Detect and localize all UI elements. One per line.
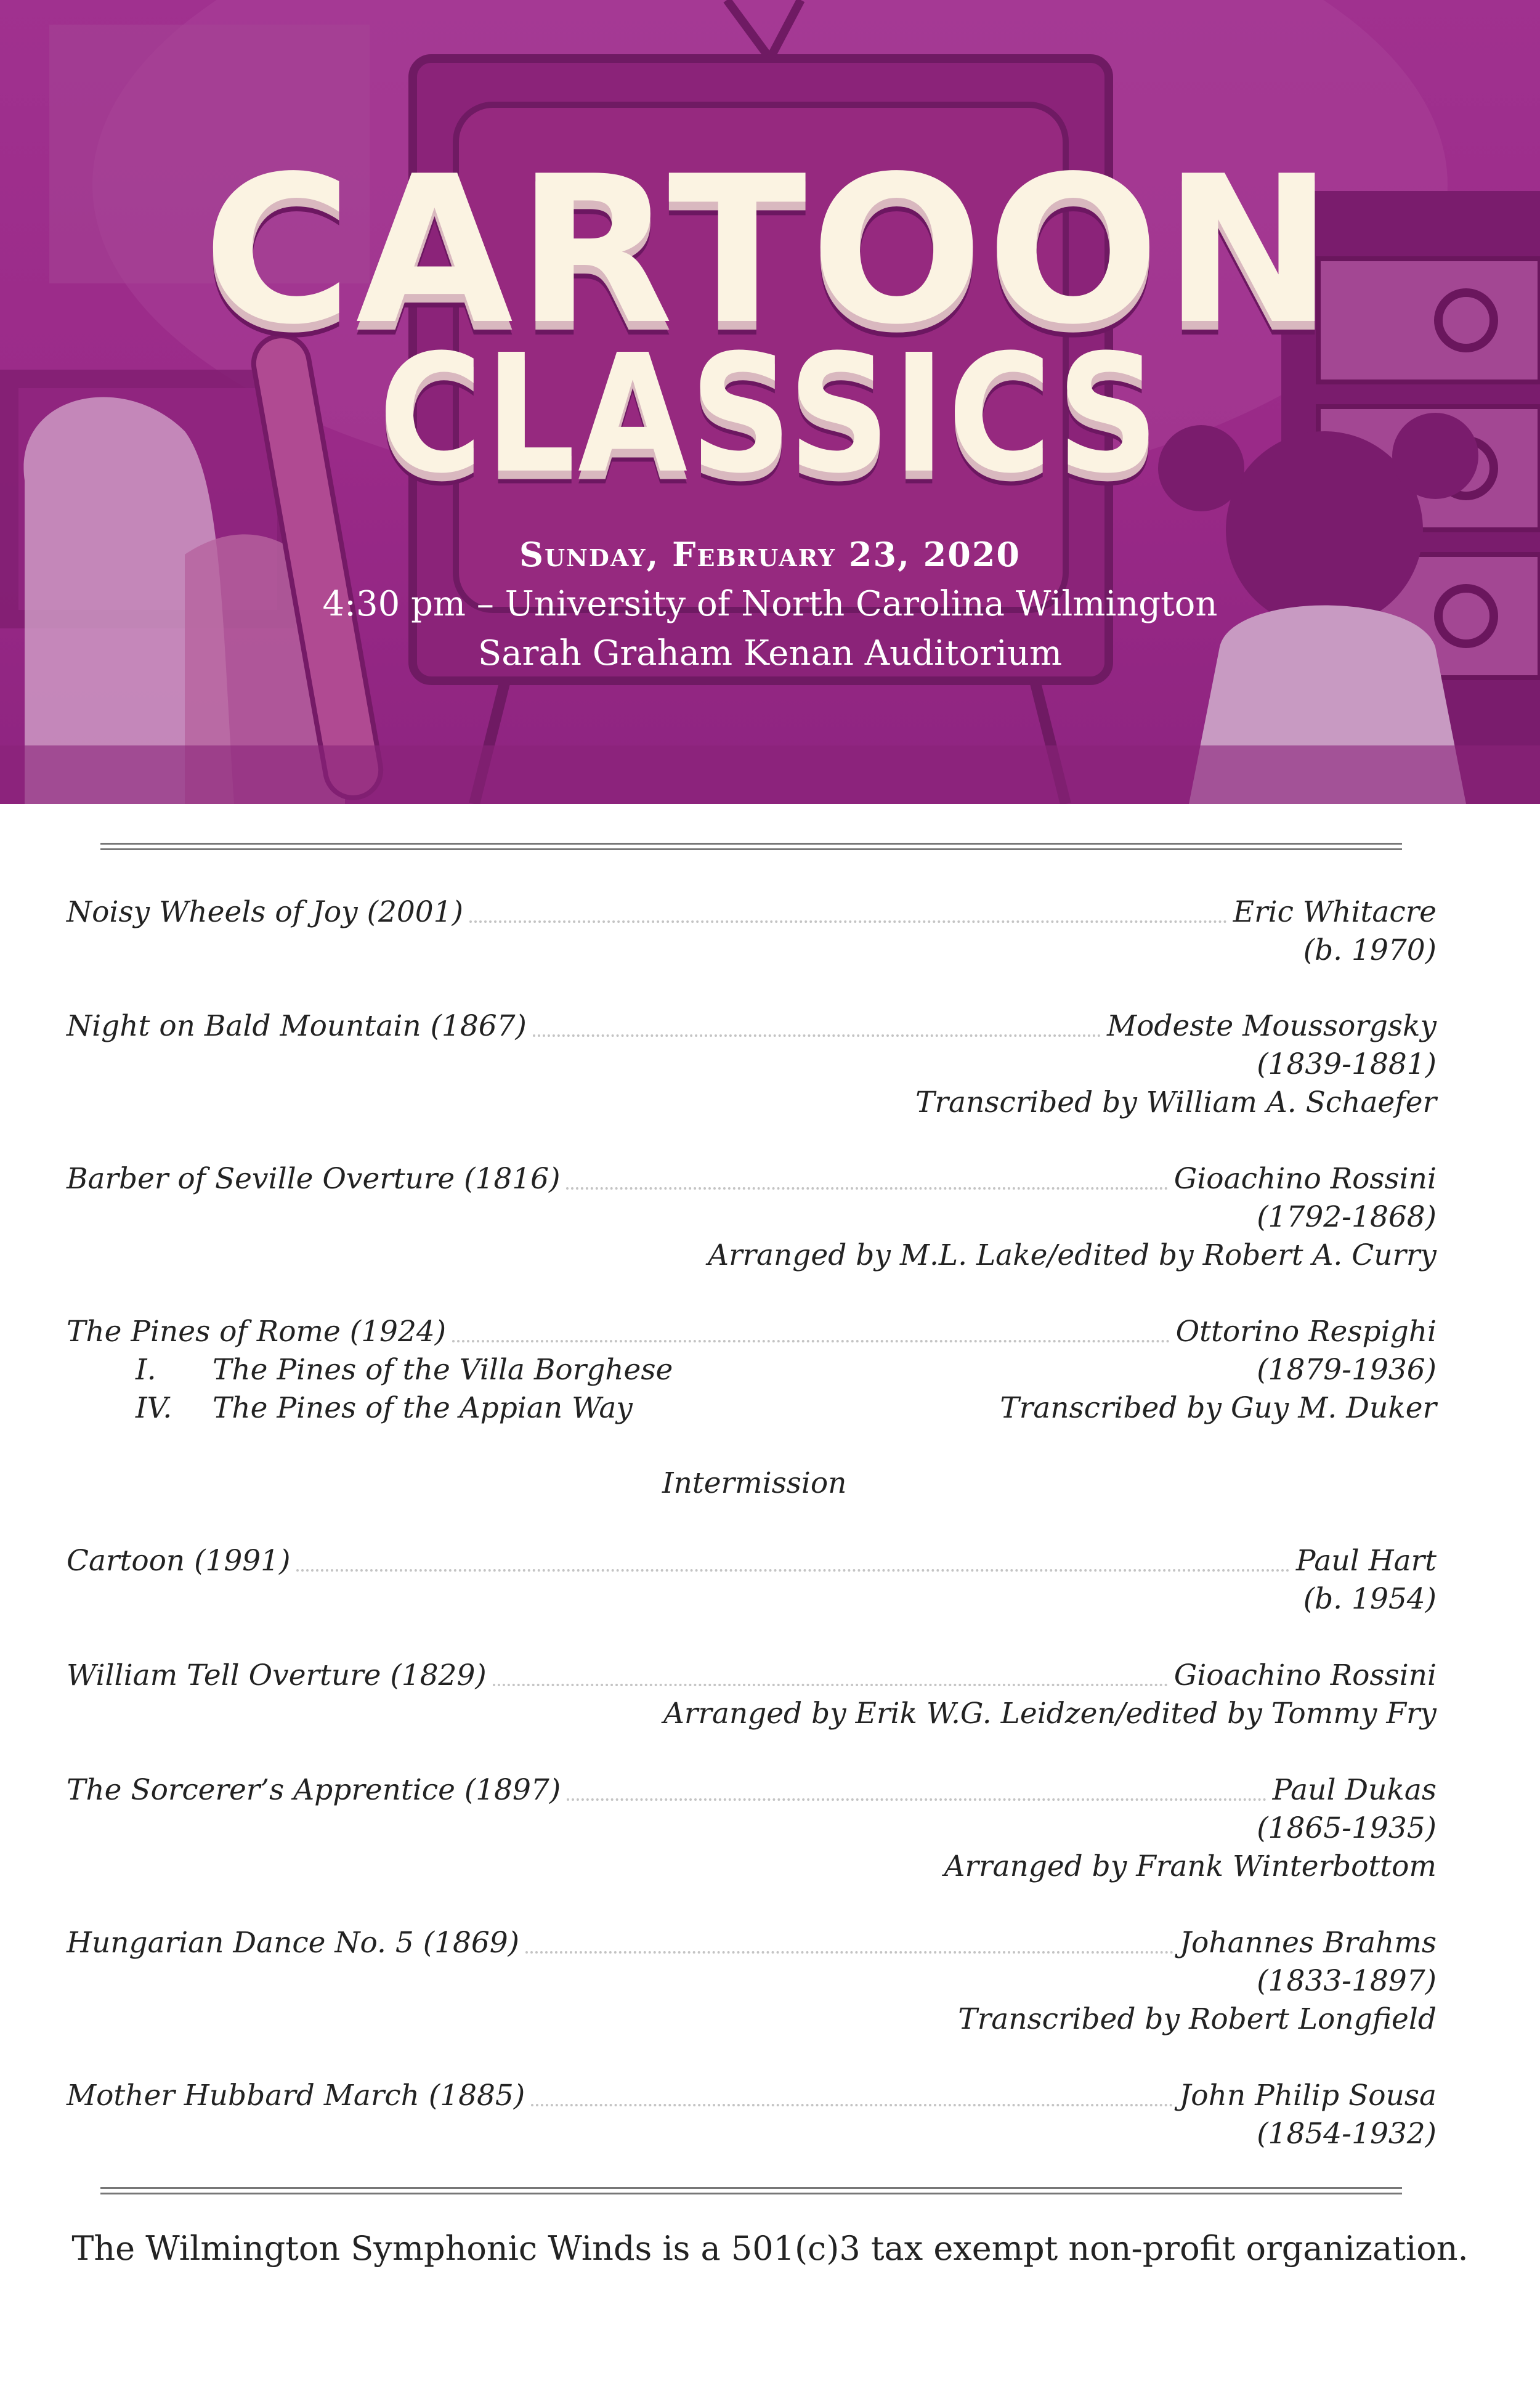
dot-leader	[493, 1681, 1168, 1686]
program-entry	[67, 1313, 1437, 1427]
composer-dates: (1854-1932)	[1257, 2117, 1437, 2151]
work-title: Night on Bald Mountain (1867)	[67, 1009, 527, 1043]
program-entry	[67, 893, 1437, 970]
work-title: William Tell Overture (1829)	[67, 1658, 487, 1692]
arranger-credit: Arranged by M.L. Lake/edited by Robert A. Curry	[708, 1238, 1437, 1272]
program-entry	[67, 1771, 1437, 1886]
composer: Paul Dukas	[1272, 1773, 1437, 1807]
top-divider	[100, 843, 1402, 850]
work-title: The Pines of Rome (1924)	[67, 1315, 447, 1349]
dot-leader	[525, 1949, 1173, 1954]
concert-hall: Sarah Graham Kenan Auditorium	[477, 633, 1063, 673]
program-entry	[67, 1924, 1437, 2039]
arranger-credit: Transcribed by Guy M. Duker	[1000, 1391, 1437, 1425]
dot-leader	[533, 1032, 1101, 1037]
program-entry	[67, 1160, 1437, 1275]
composer: Eric Whitacre	[1233, 895, 1437, 929]
movement-title: The Pines of the Appian Way	[213, 1391, 633, 1425]
program-entry	[67, 1657, 1437, 1733]
composer-dates: (1879-1936)	[1257, 1353, 1437, 1387]
hero-banner	[0, 0, 1540, 804]
composer: Gioachino Rossini	[1173, 1162, 1437, 1196]
dot-leader	[567, 1796, 1266, 1801]
dot-leader	[452, 1338, 1169, 1342]
dot-leader	[469, 918, 1227, 923]
movement-title: The Pines of the Villa Borghese	[213, 1353, 673, 1387]
dot-leader	[296, 1567, 1289, 1572]
composer: Modeste Moussorgsky	[1106, 1009, 1437, 1043]
program-entry	[67, 1542, 1437, 1618]
work-title: Barber of Seville Overture (1816)	[67, 1162, 561, 1196]
program-entry	[67, 1007, 1437, 1122]
movement	[67, 1389, 633, 1427]
composer: John Philip Sousa	[1179, 2079, 1437, 2113]
work-title: Mother Hubbard March (1885)	[67, 2079, 525, 2113]
dot-leader	[566, 1185, 1167, 1190]
composer: Paul Hart	[1295, 1544, 1437, 1578]
movement-number: I.	[136, 1353, 156, 1387]
concert-time-venue: 4:30 pm – University of North Carolina Wilmington	[322, 584, 1218, 624]
title-classics: CLASSICS	[378, 320, 1162, 510]
arranger-credit: Arranged by Frank Winterbottom	[944, 1849, 1437, 1883]
arranger-credit: Arranged by Erik W.G. Leidzen/edited by Tommy Fry	[663, 1697, 1437, 1731]
composer: Ottorino Respighi	[1175, 1315, 1437, 1349]
work-title: Cartoon (1991)	[67, 1544, 291, 1578]
arranger-credit: Transcribed by Robert Longfield	[958, 2002, 1437, 2036]
dot-leader	[531, 2101, 1173, 2106]
work-title: Noisy Wheels of Joy (2001)	[67, 895, 463, 929]
composer-dates: (b. 1954)	[1303, 1582, 1437, 1616]
composer-dates: (1833-1897)	[1257, 1964, 1437, 1998]
title-cartoon: CARTOON	[203, 132, 1337, 369]
movement	[67, 1351, 673, 1389]
composer-dates: (1865-1935)	[1257, 1811, 1437, 1845]
composer-dates: (b. 1970)	[1303, 933, 1437, 967]
concert-date: Sunday, February 23, 2020	[519, 535, 1021, 574]
composer: Gioachino Rossini	[1173, 1658, 1437, 1692]
arranger-credit: Transcribed by William A. Schaefer	[915, 1086, 1437, 1119]
nonprofit-statement: The Wilmington Symphonic Winds is a 501(c)3 tax exempt non-profit organization.	[71, 2229, 1469, 2268]
composer-dates: (1839-1881)	[1257, 1047, 1437, 1081]
work-title: The Sorcerer’s Apprentice (1897)	[67, 1773, 561, 1807]
movement-number: IV.	[136, 1391, 172, 1425]
work-title: Hungarian Dance No. 5 (1869)	[67, 1926, 520, 1960]
program-entry	[67, 2077, 1437, 2153]
composer-dates: (1792-1868)	[1257, 1200, 1437, 1234]
intermission-label: Intermission	[662, 1466, 847, 1500]
composer: Johannes Brahms	[1180, 1926, 1437, 1960]
bottom-divider	[100, 2187, 1402, 2194]
